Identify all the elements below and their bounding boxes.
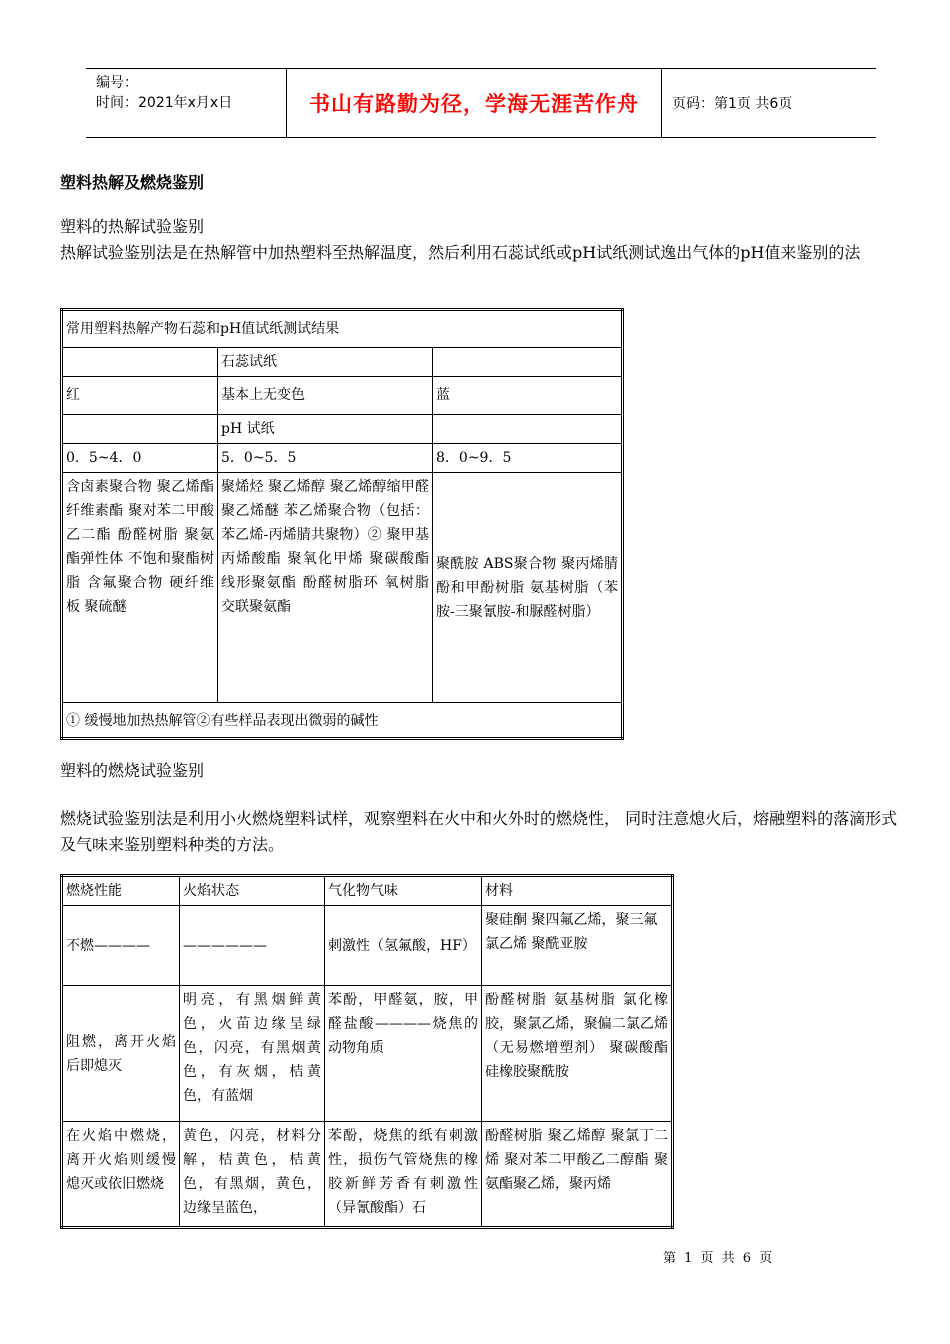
materials-acid: 含卤素聚合物 聚乙烯酯 纤维素酯 聚对苯二甲酸乙二酯 酚醛树脂 聚氨酯弹性体 不饱和聚酯树脂 含氟聚合物 硬纤维板 聚硫醚 bbox=[62, 473, 218, 703]
section2-heading: 塑料的燃烧试验鉴别 bbox=[60, 761, 205, 780]
litmus-blue: 蓝 bbox=[433, 377, 623, 415]
header-left bbox=[86, 69, 286, 137]
row2-materials: 酚醛树脂 氨基树脂 氯化橡胶，聚氯乙烯，聚偏二氯乙烯（无易燃增塑剂） 聚碳酸酯硅橡胶聚酰胺 bbox=[482, 986, 673, 1122]
ph-header: pH 试纸 bbox=[218, 415, 433, 444]
header-odor: 气化物气味 bbox=[325, 876, 482, 906]
materials-base: 聚酰胺 ABS聚合物 聚丙烯腈 酚和甲酚树脂 氨基树脂（苯胺-三聚氰胺-和脲醛树脂） bbox=[433, 473, 623, 703]
table-cell bbox=[62, 415, 218, 444]
ph-acid: 0．5~4．0 bbox=[62, 444, 218, 473]
litmus-red: 红 bbox=[62, 377, 218, 415]
row1-flame: —————— bbox=[180, 906, 325, 986]
ph-base: 8．0~9．5 bbox=[433, 444, 623, 473]
table-note: ① 缓慢地加热热解管②有些样品表现出微弱的碱性 bbox=[62, 703, 623, 739]
document-title: 塑料热解及燃烧鉴别 bbox=[60, 173, 205, 192]
combustion-table bbox=[60, 874, 674, 1229]
row2-odor: 苯酚，甲醛氨，胺，甲醛盐酸————烧焦的动物角质 bbox=[325, 986, 482, 1122]
row3-flame: 黄色，闪亮，材料分解，桔黄色，桔黄色，有黑烟，黄色，边缘呈蓝色， bbox=[180, 1122, 325, 1228]
table-cell bbox=[433, 415, 623, 444]
materials-neutral: 聚烯烃 聚乙烯醇 聚乙烯醇缩甲醛 聚乙烯醚 苯乙烯聚合物（包括：苯乙烯-丙烯腈共聚物）② 聚甲基丙烯酸酯 聚氧化甲烯 聚碳酸酯 线形聚氨酯 酚醛树脂环 氧树脂 交联聚氨酯 bbox=[218, 473, 433, 703]
number-label: 编号： bbox=[96, 75, 138, 91]
pyrolysis-table bbox=[60, 308, 624, 740]
row2-flame: 明亮，有黑烟鲜黄色，火苗边缘呈绿色，闪亮，有黑烟黄色，有灰烟，桔黄色，有蓝烟 bbox=[180, 986, 325, 1122]
page-header bbox=[86, 68, 876, 138]
header-flame: 火焰状态 bbox=[180, 876, 325, 906]
section1-paragraph: 热解试验鉴别法是在热解管中加热塑料至热解温度，然后利用石蕊试纸或pH试纸测试逸出气体的pH值来鉴别的法 bbox=[60, 243, 861, 262]
table-cell bbox=[62, 348, 218, 377]
row1-combustibility: 不燃———— bbox=[62, 906, 180, 986]
header-combustibility: 燃烧性能 bbox=[62, 876, 180, 906]
row2-combustibility: 阻燃，离开火焰后即熄灭 bbox=[62, 986, 180, 1122]
row3-odor: 苯酚，烧焦的纸有刺激性，损伤气管烧焦的橡胶新鲜芳香有刺激性（异氰酸酯）石 bbox=[325, 1122, 482, 1228]
page-footer: 第 1 页 共 6 页 bbox=[663, 1251, 775, 1266]
table-cell bbox=[433, 348, 623, 377]
motto: 书山有路勤为径，学海无涯苦作舟 bbox=[286, 69, 662, 137]
litmus-header: 石蕊试纸 bbox=[218, 348, 433, 377]
time-label: 时间：2021年x月x日 bbox=[96, 95, 233, 111]
section2-paragraph: 燃烧试验鉴别法是利用小火燃烧塑料试样，观察塑料在火中和火外时的燃烧性， 同时注意熄火后，熔融塑料的落滴形式及气味来鉴别塑料种类的方法。 bbox=[60, 809, 898, 854]
ph-neutral: 5．0~5．5 bbox=[218, 444, 433, 473]
litmus-neutral: 基本上无变色 bbox=[218, 377, 433, 415]
section1 bbox=[60, 214, 900, 266]
row1-materials: 聚硅酮 聚四氟乙烯，聚三氟氯乙烯 聚酰亚胺 bbox=[482, 906, 673, 986]
table-caption: 常用塑料热解产物石蕊和pH值试纸测试结果 bbox=[62, 310, 623, 348]
page-number: 页码：第1页 共6页 bbox=[672, 96, 793, 112]
row3-combustibility: 在火焰中燃烧，离开火焰则缓慢熄灭或依旧燃烧 bbox=[62, 1122, 180, 1228]
header-materials: 材料 bbox=[482, 876, 673, 906]
row3-materials: 酚醛树脂 聚乙烯醇 聚氯丁二烯 聚对苯二甲酸乙二醇酯 聚氨酯聚乙烯，聚丙烯 bbox=[482, 1122, 673, 1228]
row1-odor: 刺激性（氢氟酸，HF） bbox=[325, 906, 482, 986]
section1-heading: 塑料的热解试验鉴别 bbox=[60, 217, 205, 236]
